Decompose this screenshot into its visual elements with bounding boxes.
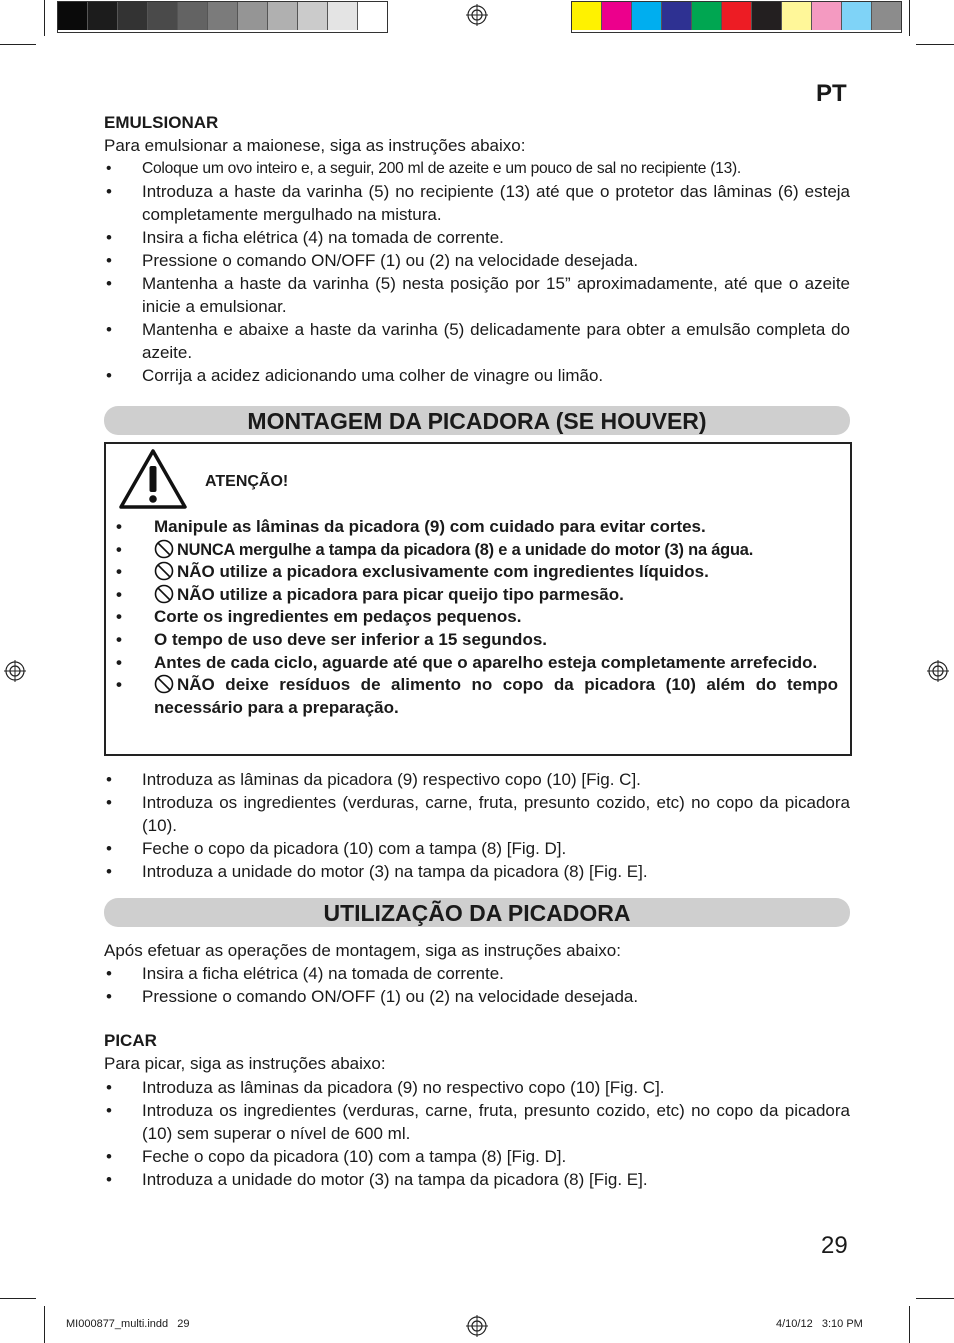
list-item: • Insira a ficha elétrica (4) na tomada de corrente. [104,962,850,985]
emulsionar-heading: EMULSIONAR [104,113,219,132]
crop-mark [0,1298,36,1299]
list-item: • Mantenha a haste da varinha (5) nesta posição por 15” aproximadamente, até que o azeite inicie a emulsionar. [104,272,850,318]
crop-mark [909,0,910,36]
registration-mark-icon [466,1315,488,1337]
crop-mark [916,1298,954,1299]
list-item: • Introduza os ingredientes (verduras, carne, fruta, presunto cozido, etc) no copo da picadora (10). [104,791,850,837]
warning-box [104,442,852,756]
gray-swatch [238,2,268,30]
warning-item-text: O tempo de uso deve ser inferior a 15 segundos. [154,629,548,649]
color-swatch [812,2,842,30]
color-swatch [692,2,722,30]
gray-swatch [298,2,328,30]
crop-mark [0,44,36,45]
gray-swatch [88,2,118,30]
list-item: • Introduza as lâminas da picadora (9) no respectivo copo (10) [Fig. C]. [104,1076,850,1099]
color-swatch [722,2,752,30]
list-item: • Insira a ficha elétrica (4) na tomada de corrente. [104,226,850,249]
prohibited-icon [154,561,174,581]
page-number: 29 [821,1232,848,1259]
color-swatch [842,2,872,30]
registration-mark-icon [927,660,949,682]
list-item: • Coloque um ovo inteiro e, a seguir, 200 ml de azeite e um pouco de sal no recipiente (13). [104,157,850,180]
list-item: • Introduza a unidade do motor (3) na tampa da picadora (8) [Fig. E]. [104,860,850,883]
list-item: • Introduza os ingredientes (verduras, carne, fruta, presunto cozido, etc) no copo da picadora (10) sem superar o nível de 600 ml. [104,1099,850,1145]
montagem-section-title: MONTAGEM DA PICADORA (SE HOUVER) [104,406,850,435]
utilizacao-intro: Após efetuar as operações de montagem, siga as instruções abaixo: [104,941,621,960]
list-item: • Introduza a haste da varinha (5) no recipiente (13) até que o protetor das lâminas (6) esteja completamente mergulhado na mistura. [104,180,850,226]
warning-item-text: Corte os ingredientes em pedaços pequenos. [154,607,522,627]
registration-mark-icon [4,660,26,682]
color-swatch [632,2,662,30]
warning-item [116,539,838,562]
warning-item [116,629,838,652]
gray-swatch [268,2,298,30]
color-swatch [572,2,602,30]
warning-list [116,516,838,719]
utilizacao-list [104,962,850,1008]
color-swatch [872,2,901,30]
warning-item-text: Antes de cada ciclo, aguarde até que o aparelho esteja completamente arrefecido. [154,652,818,672]
prohibited-icon [154,584,174,604]
color-swatch [662,2,692,30]
warning-title: ATENÇÃO! [205,473,289,490]
list-item: • Feche o copo da picadora (10) com a tampa (8) [Fig. D]. [104,1145,850,1168]
list-item: • Mantenha e abaixe a haste da varinha (5) delicadamente para obter a emulsão completa do azeite. [104,318,850,364]
warning-item-text: NÃO deixe resíduos de alimento no copo da picadora (10) além do tempo necessário para a preparação. [154,675,838,717]
prohibited-icon [154,539,174,559]
warning-triangle-icon [118,448,188,510]
list-item: • Pressione o comando ON/OFF (1) ou (2) na velocidade desejada. [104,985,850,1008]
list-item: • Pressione o comando ON/OFF (1) ou (2) na velocidade desejada. [104,249,850,272]
gray-swatch [208,2,238,30]
crop-mark [909,1306,910,1343]
footer-file-name: MI000877_multi.indd 29 [66,1318,190,1330]
gray-swatch [118,2,148,30]
picar-list [104,1076,850,1191]
language-label: PT [816,80,847,107]
gray-swatch [328,2,358,30]
registration-mark-icon [466,4,488,26]
cmyk-color-bar [571,1,902,33]
warning-item [116,516,838,539]
list-item: • Feche o copo da picadora (10) com a tampa (8) [Fig. D]. [104,837,850,860]
color-swatch [602,2,632,30]
utilizacao-section-title: UTILIZAÇÃO DA PICADORA [104,898,850,927]
warning-item [116,561,838,584]
list-item: • Corrija a acidez adicionando uma colher de vinagre ou limão. [104,364,850,387]
color-swatch [752,2,782,30]
crop-mark [44,0,45,36]
picar-intro: Para picar, siga as instruções abaixo: [104,1054,386,1073]
montagem-list [104,768,850,883]
gray-color-bar [57,1,388,33]
crop-mark [916,44,954,45]
gray-swatch [148,2,178,30]
warning-item [116,606,838,629]
warning-item-text: NÃO utilize a picadora exclusivamente com ingredientes líquidos. [177,562,709,582]
footer-timestamp: 4/10/12 3:10 PM [776,1318,863,1330]
crop-mark [44,1306,45,1343]
warning-item [116,584,838,607]
warning-item-text: NÃO utilize a picadora para picar queijo tipo parmesão. [177,584,624,604]
gray-swatch [358,2,387,30]
warning-item [116,674,838,719]
warning-item [116,652,838,675]
gray-swatch [178,2,208,30]
warning-item-text: Manipule as lâminas da picadora (9) com cuidado para evitar cortes. [154,517,706,536]
warning-item-text: NUNCA mergulhe a tampa da picadora (8) e a unidade do motor (3) na água. [177,540,754,559]
list-item: • Introduza a unidade do motor (3) na tampa da picadora (8) [Fig. E]. [104,1168,850,1191]
picar-heading: PICAR [104,1031,157,1050]
emulsionar-list [104,157,850,387]
list-item: • Introduza as lâminas da picadora (9) respectivo copo (10) [Fig. C]. [104,768,850,791]
color-swatch [782,2,812,30]
prohibited-icon [154,674,174,694]
gray-swatch [58,2,88,30]
emulsionar-intro: Para emulsionar a maionese, siga as instruções abaixo: [104,136,526,155]
